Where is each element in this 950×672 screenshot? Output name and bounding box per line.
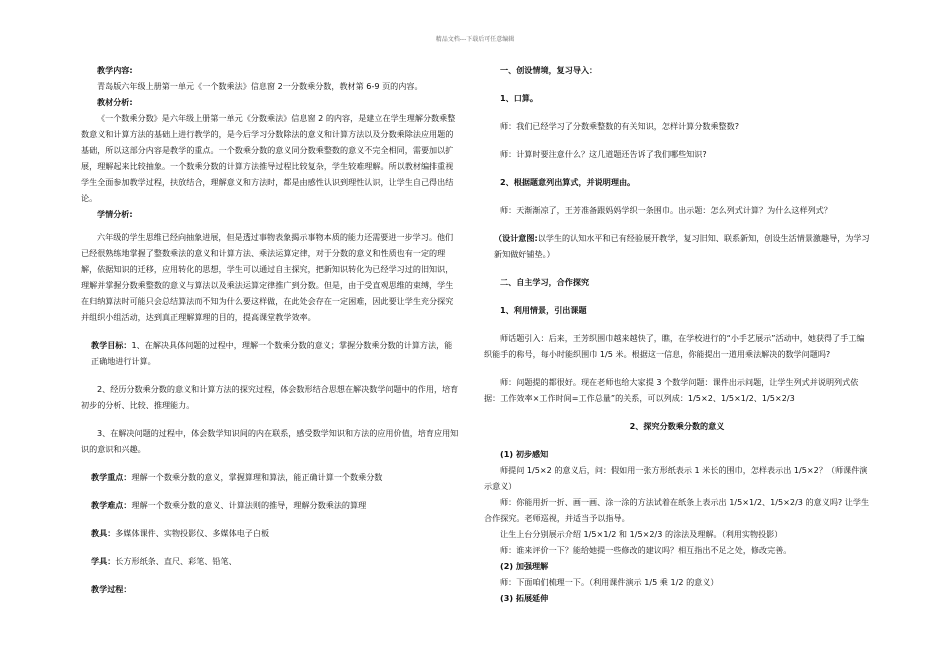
objective-3: 3、在解决问题的过程中，体会数学知识间的内在联系，感受数学知识和方法的应用价值，培育应用知识的意识和兴趣。 [81, 428, 459, 454]
section-2-1-paragraph-1: 师话题引入：后来，王芳织围巾越来越快了，瞧，在学校进行的“小手艺展示”活动中，她获得了手工编织能手的称号，每小时能织围巾 1/5 米。根据这一信息，你能提出一道用乘法解决的数学问题吗? [484, 333, 865, 359]
left-column [81, 62, 460, 597]
section-2-2-2-paragraph-1: 师：下面咱们梳理一下。（利用课件演示 1/5 乘 1/2 的意义） [500, 577, 719, 587]
section-1-1-heading: 1、口算。 [500, 93, 539, 103]
learner-text: 六年级的学生思维已经向抽象进展，但是透过事物表象揭示事物本质的能力还需要进一步学习。他们已经很熟练地掌握了整数乘法的意义和计算方法、乘法运算定律，对于分数的意义和性质也有一定的理解，依据知识的迁移，应用转化的思想，学生可以通过自主探究，把新知识转化为已经学习过的旧知识，理解并掌握分数乘整数的意义与算法以及乘法运算定律推广到分数。但是，由于受直观思维的束缚，学生在归纳算法时可能只会总结算法而不知为什么要这样做，在此处会存在一定困难，因此要让学生充分探究并组织小组活动，达到真正理解算理的目的，提高课堂教学效率。 [81, 232, 454, 322]
section-2-2-1-paragraph-1: 师提问 1/5×2 的意义后，问：假如用一张方形纸表示 1 米长的围巾，怎样表示出 1/5×2？（师课件演示意义） [484, 465, 868, 491]
key-paragraph [81, 469, 460, 485]
objective-2: 2、经历分数乘分数的意义和计算方法的探究过程，体会数形结合思想在解决数学问题中的作用，培育初步的分析、比较、推理能力。 [81, 384, 459, 410]
section-1-heading: 一、创设情境，复习导入： [500, 65, 598, 75]
difficulty-paragraph [81, 497, 460, 513]
section-2-1-heading: 1、利用情景，引出课题 [500, 305, 587, 315]
process-heading: 教学过程： [91, 584, 132, 594]
content-text: 青岛版六年级上册第一单元《一个数乘法》信息窗 2一分数乘分数，教材第 6-9 页的内容。 [97, 81, 423, 91]
section-1-2-paragraph-1: 师：天渐渐凉了，王芳准备跟妈妈学织一条围巾。出示题：怎么列式计算？为什么这样列式？ [500, 205, 832, 215]
design-intent-text: 以学生的认知水平和已有经验展开教学，复习旧知、联系新知，创设生活情景激趣导，为学习新知做好铺垫。） [494, 233, 870, 259]
section-1-1-paragraph-2: 师：计算时要注意什么？这几道题还告诉了我们哪些知识? [500, 149, 707, 159]
section-1-2-heading: 2、根据题意列出算式，并说明理由。 [500, 177, 636, 187]
section-2-2-1-paragraph-4: 师：谁来评价一下？能给她提一些修改的建议吗？相互指出不足之处，修改完善。 [500, 545, 792, 555]
content-heading: 教学内容: [97, 65, 133, 75]
tools-text: 多媒体课件、实物投影仪、多媒体电子白板 [115, 528, 270, 538]
section-2-2-1-paragraph-2: 师：你能用折一折、画一画、涂一涂的方法试着在纸条上表示出 1/5×1/2、1/5×2/3 的意义吗? 让学生合作探究。老师巡视，并适当予以指导。 [484, 497, 870, 523]
tools-paragraph [81, 525, 460, 541]
difficulty-heading: 教学难点： [91, 500, 132, 510]
objectives-paragraph [81, 337, 460, 369]
section-2-2-1-heading: (1) 初步感知 [500, 449, 549, 459]
tools-heading: 教具： [91, 528, 116, 538]
design-intent-label: （设计意图: [494, 233, 538, 243]
design-intent-paragraph [484, 230, 870, 262]
analysis-text: 《一个数乘分数》是六年级上册第一单元《分数乘法》信息窗 2 的内容，是建立在学生理解分数乘整数意义和计算方法的基础上进行教学的，是今后学习分数除法的意义和计算方法以及分数乘除法应用题的基础，所以这部分内容是教学的重点。一个数乘分数的意义同分数乘整数的意义不完全相同，需要加以扩展，理解起来比较抽象。一个数乘分数的计算方法推导过程比较复杂，学生较难理解。所以教材编排重视学生全面参加教学过程，扶放结合，理解意义和方法时，都是由感性认识到理性认识，让学生自己得出结论。 [81, 113, 456, 203]
section-2-2-3-heading: (3) 拓展延伸 [500, 593, 549, 603]
analysis-heading: 教材分析: [97, 97, 133, 107]
student-tools-paragraph [81, 553, 460, 569]
objective-1: 1、在解决具体问题的过程中，理解一个数乘分数的意义；掌握分数乘分数的计算方法，能正确地进行计算。 [91, 340, 453, 366]
section-2-2-2-heading: (2) 加强理解 [500, 561, 549, 571]
section-1-1-paragraph-1: 师：我们已经学习了分数乘整数的有关知识，怎样计算分数乘整数? [500, 121, 740, 131]
objectives-heading: 教学目标： [91, 340, 132, 350]
student-tools-heading: 学具： [91, 556, 116, 566]
page-watermark: 精品文档---下载后可任意编辑 [435, 36, 515, 43]
student-tools-text: 长方形纸条、直尺、彩笔、铅笔、 [115, 556, 237, 566]
right-column [484, 62, 870, 606]
section-2-2-heading: 2、探究分数乘分数的意义 [629, 421, 725, 431]
difficulty-text: 理解一个数乘分数的意义、计算法则的推导，理解分数乘法的算理 [131, 500, 367, 510]
section-2-1-paragraph-2: 师：问题提的都很好。现在老师也给大家提 3 个数学问题：课件出示问题，让学生列式并说明列式依据：工作效率×工作时间=工作总量”的关系，可以列成：1/5×2、1/5×1/2、1/5×2/3 [484, 377, 859, 403]
section-2-heading: 二、自主学习，合作探究 [500, 277, 590, 287]
section-2-2-1-paragraph-3: 让生上台分别展示介绍 1/5×1/2 和 1/5×2/3 的涂法及理解。（利用实物投影） [500, 529, 783, 539]
learner-heading: 学情分析: [97, 209, 133, 219]
key-text: 理解一个数乘分数的意义，掌握算理和算法，能正确计算一个数乘分数 [131, 472, 383, 482]
key-heading: 教学重点： [91, 472, 132, 482]
